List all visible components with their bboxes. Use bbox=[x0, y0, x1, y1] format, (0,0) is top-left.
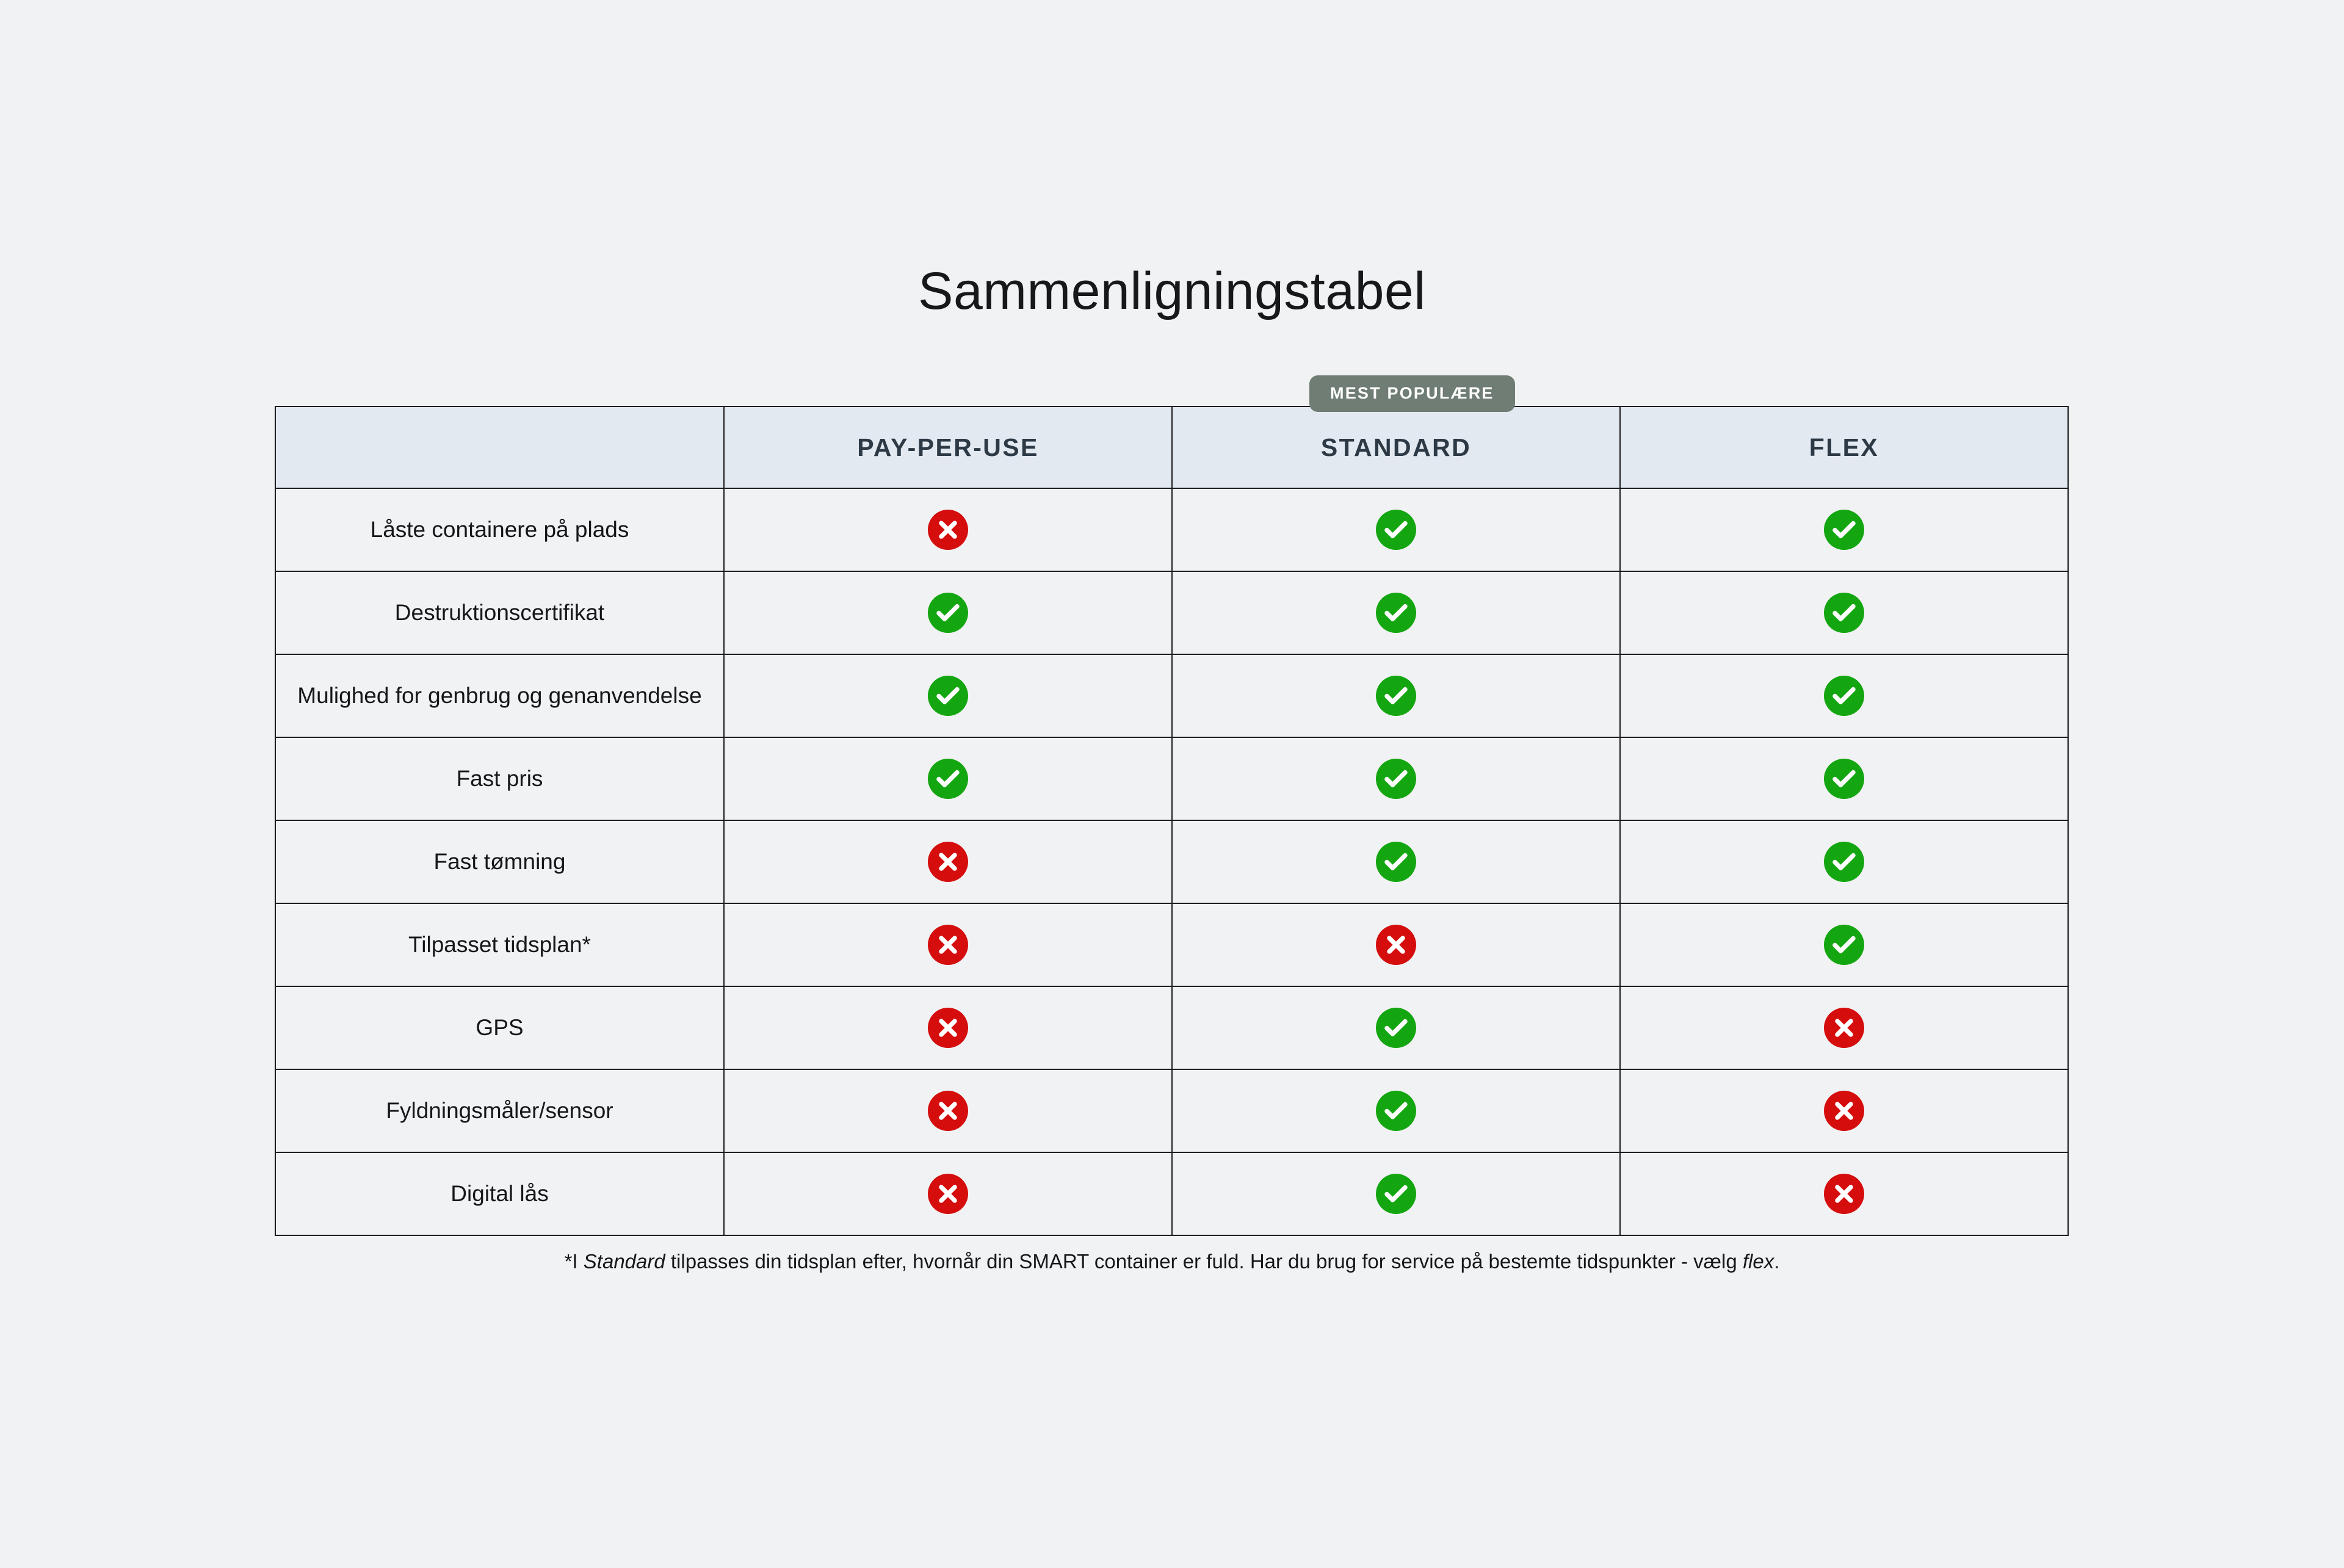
most-popular-badge: MEST POPULÆRE bbox=[1309, 375, 1515, 412]
column-header-pay-per-use: PAY-PER-USE bbox=[724, 406, 1172, 488]
table-body bbox=[275, 488, 2068, 1235]
cell-flex bbox=[1620, 986, 2068, 1069]
check-circle-icon bbox=[928, 759, 968, 799]
cell-pay-per-use bbox=[724, 903, 1172, 986]
footnote-part-1: *I bbox=[564, 1250, 584, 1273]
cell-pay-per-use bbox=[724, 488, 1172, 571]
footnote-part-3: . bbox=[1774, 1250, 1780, 1273]
check-circle-icon bbox=[928, 593, 968, 633]
table-row bbox=[275, 1152, 2068, 1235]
comparison-table bbox=[275, 406, 2069, 1236]
check-circle-icon bbox=[1824, 593, 1864, 633]
cross-circle-icon bbox=[1376, 925, 1416, 965]
table-row bbox=[275, 737, 2068, 820]
cell-pay-per-use bbox=[724, 654, 1172, 737]
cross-circle-icon bbox=[928, 925, 968, 965]
feature-label-cell: Fast pris bbox=[275, 737, 724, 820]
table-header bbox=[275, 406, 2068, 488]
cross-circle-icon bbox=[928, 842, 968, 882]
cross-circle-icon bbox=[1824, 1008, 1864, 1048]
feature-label-cell: Tilpasset tidsplan* bbox=[275, 903, 724, 986]
column-header-flex: FLEX bbox=[1620, 406, 2068, 488]
check-circle-icon bbox=[1824, 676, 1864, 716]
check-circle-icon bbox=[1376, 842, 1416, 882]
cell-standard bbox=[1172, 903, 1620, 986]
cell-flex bbox=[1620, 571, 2068, 654]
cross-circle-icon bbox=[928, 1008, 968, 1048]
check-circle-icon bbox=[1376, 510, 1416, 550]
footnote bbox=[0, 1249, 2344, 1275]
check-circle-icon bbox=[1824, 925, 1864, 965]
comparison-table-container bbox=[275, 406, 2068, 1236]
feature-label-cell: Låste containere på plads bbox=[275, 488, 724, 571]
feature-label-cell: Digital lås bbox=[275, 1152, 724, 1235]
column-header-feature bbox=[275, 406, 724, 488]
table-row bbox=[275, 820, 2068, 903]
cell-standard bbox=[1172, 820, 1620, 903]
header-row bbox=[275, 406, 2068, 488]
table-row bbox=[275, 571, 2068, 654]
table-row bbox=[275, 654, 2068, 737]
check-circle-icon bbox=[1824, 759, 1864, 799]
cell-flex bbox=[1620, 1152, 2068, 1235]
feature-label-cell: Destruktionscertifikat bbox=[275, 571, 724, 654]
cell-pay-per-use bbox=[724, 737, 1172, 820]
cell-pay-per-use bbox=[724, 1069, 1172, 1152]
page-title: Sammenligningstabel bbox=[918, 262, 1426, 320]
cross-circle-icon bbox=[1824, 1174, 1864, 1214]
check-circle-icon bbox=[1376, 759, 1416, 799]
cell-pay-per-use bbox=[724, 571, 1172, 654]
check-circle-icon bbox=[1376, 1008, 1416, 1048]
check-circle-icon bbox=[1824, 510, 1864, 550]
cell-flex bbox=[1620, 1069, 2068, 1152]
table-row bbox=[275, 986, 2068, 1069]
cell-standard bbox=[1172, 1152, 1620, 1235]
footnote-emphasis-standard: Standard bbox=[583, 1250, 665, 1273]
check-circle-icon bbox=[1824, 842, 1864, 882]
cell-standard bbox=[1172, 571, 1620, 654]
cell-pay-per-use bbox=[724, 986, 1172, 1069]
footnote-emphasis-flex: flex bbox=[1742, 1250, 1774, 1273]
footnote-part-2: tilpasses din tidsplan efter, hvornår din SMART container er fuld. Har du brug for service på bestemte tidspunkter - vælg bbox=[665, 1250, 1743, 1273]
table-row bbox=[275, 1069, 2068, 1152]
cell-flex bbox=[1620, 488, 2068, 571]
cell-standard bbox=[1172, 654, 1620, 737]
cell-standard bbox=[1172, 986, 1620, 1069]
feature-label-cell: Mulighed for genbrug og genanvendelse bbox=[275, 654, 724, 737]
table-row bbox=[275, 488, 2068, 571]
cell-pay-per-use bbox=[724, 1152, 1172, 1235]
cross-circle-icon bbox=[928, 1174, 968, 1214]
check-circle-icon bbox=[1376, 593, 1416, 633]
cell-flex bbox=[1620, 903, 2068, 986]
check-circle-icon bbox=[1376, 1174, 1416, 1214]
check-circle-icon bbox=[1376, 1091, 1416, 1131]
check-circle-icon bbox=[928, 676, 968, 716]
cross-circle-icon bbox=[928, 510, 968, 550]
check-circle-icon bbox=[1376, 676, 1416, 716]
feature-label-cell: Fast tømning bbox=[275, 820, 724, 903]
table-row bbox=[275, 903, 2068, 986]
cell-standard bbox=[1172, 737, 1620, 820]
cell-standard bbox=[1172, 1069, 1620, 1152]
cell-pay-per-use bbox=[724, 820, 1172, 903]
column-header-standard: STANDARD bbox=[1172, 406, 1620, 488]
cross-circle-icon bbox=[1824, 1091, 1864, 1131]
cell-flex bbox=[1620, 737, 2068, 820]
cross-circle-icon bbox=[928, 1091, 968, 1131]
cell-flex bbox=[1620, 820, 2068, 903]
feature-label-cell: GPS bbox=[275, 986, 724, 1069]
feature-label-cell: Fyldningsmåler/sensor bbox=[275, 1069, 724, 1152]
cell-standard bbox=[1172, 488, 1620, 571]
cell-flex bbox=[1620, 654, 2068, 737]
